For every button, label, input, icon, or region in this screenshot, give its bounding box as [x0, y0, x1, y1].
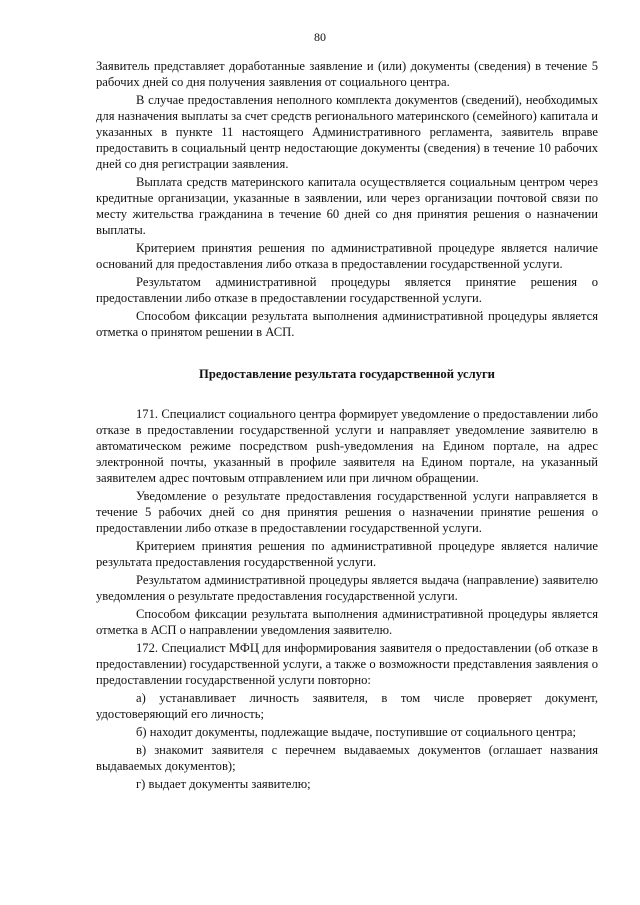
paragraph: Способом фиксации результата выполнения административной процедуры является отметка о принятом решении в АСП. — [96, 309, 598, 339]
list-item: в) знакомит заявителя с перечнем выдаваемых документов (оглашает названия выдаваемых документов); — [96, 743, 598, 773]
paragraph: Результатом административной процедуры является принятие решения о предоставлении либо отказе в предоставлении государственной услуги. — [96, 275, 598, 305]
page-number: 80 — [314, 30, 326, 44]
paragraph: Результатом административной процедуры является выдача (направление) заявителю уведомления о результате предоставления государственной услуги. — [96, 573, 598, 603]
paragraph: Выплата средств материнского капитала осуществляется социальным центром через кредитные организации, указанные в заявлении, или через организации почтовой связи по месту жительства гражданина в течение 60 дней со дня принятия решения о назначении выплаты. — [96, 175, 598, 237]
paragraph: Способом фиксации результата выполнения административной процедуры является отметка в АСП о направлении уведомления заявителю. — [96, 607, 598, 637]
paragraph: Уведомление о результате предоставления государственной услуги направляется в течение 5 рабочих дней со дня принятия решения о назначении принятие решения о предоставлении либо отказе в предоставлении государственной услуги. — [96, 489, 598, 535]
paragraph: Заявитель представляет доработанные заявление и (или) документы (сведения) в течение 5 рабочих дней со дня получения заявления от социального центра. — [96, 59, 598, 89]
section-heading: Предоставление результата государственной услуги — [199, 367, 495, 381]
list-item: б) находит документы, подлежащие выдаче, поступившие от социального центра; — [136, 725, 577, 739]
list-item: а) устанавливает личность заявителя, в том числе проверяет документ, удостоверяющий его личность; — [96, 691, 598, 721]
paragraph: 171. Специалист социального центра формирует уведомление о предоставлении либо отказе в предоставлении государственной услуги и направляет уведомление заявителю в автоматическом режиме посредством push-уведомления на Едином портале, на адрес электронной почты, указанный в профиле заявителя на Едином портале, на указанный заявителем адрес почтовым отправлением или при личном обращении. — [96, 407, 598, 485]
paragraph: Критерием принятия решения по административной процедуре является наличие оснований для предоставления либо отказа в предоставлении государственной услуги. — [96, 241, 598, 271]
document-body — [96, 58, 598, 794]
list-item: г) выдает документы заявителю; — [136, 777, 311, 791]
paragraph: В случае предоставления неполного комплекта документов (сведений), необходимых для назначения выплаты за счет средств регионального материнского (семейного) капитала и указанных в пункте 11 настоящего Административного регламента, заявитель вправе предоставить в социальный центр недостающие документы (сведения) в течение 10 рабочих дней со дня регистрации заявления. — [96, 93, 598, 171]
paragraph: Критерием принятия решения по административной процедуре является наличие результата предоставления государственной услуги. — [96, 539, 598, 569]
paragraph: 172. Специалист МФЦ для информирования заявителя о предоставлении (об отказе в предоставлении) государственной услуги, а также о возможности представления заявления о предоставлении государственной услуги повторно: — [96, 641, 598, 687]
